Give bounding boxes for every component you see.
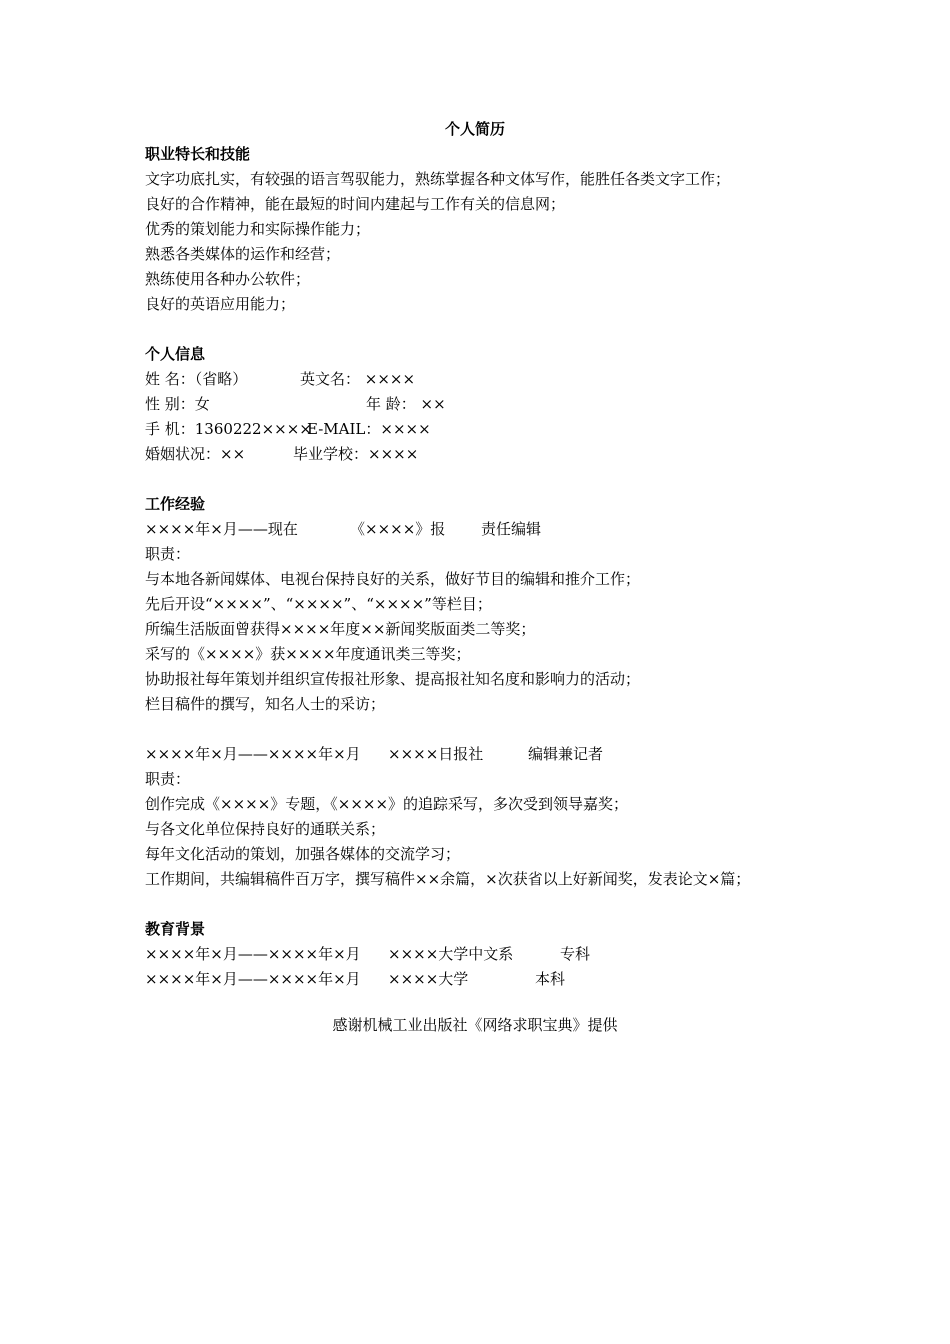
page-title: 个人简历: [444, 120, 505, 138]
education-degree: 本科: [535, 970, 566, 988]
job-org: 《××××》报: [350, 520, 446, 538]
spacer: [145, 467, 845, 492]
duty-item: 与本地各新闻媒体、电视台保持良好的关系，做好节目的编辑和推介工作；: [145, 570, 641, 588]
duty-item: 协助报社每年策划并组织宣传报社形象、提高报社知名度和影响力的活动；: [145, 670, 641, 688]
age-field: 年 龄： ××: [366, 395, 446, 413]
resume-content: [145, 142, 845, 992]
personal-row-name: [145, 367, 845, 392]
spacer: [145, 717, 845, 742]
footer-credit: 感谢机械工业出版社《网络求职宝典》提供: [332, 1016, 618, 1034]
job-role: 责任编辑: [481, 520, 542, 538]
english-name-field: 英文名： ××××: [300, 370, 416, 388]
spacer: [145, 892, 845, 917]
skill-item: 优秀的策划能力和实际操作能力；: [145, 220, 371, 238]
phone-field: 手 机：1360222××××: [145, 420, 312, 438]
education-period: ××××年×月——××××年×月: [145, 970, 361, 988]
duty-item: 先后开设“××××”、“××××”、“××××”等栏目；: [145, 595, 492, 613]
duty-item: 工作期间，共编辑稿件百万字，撰写稿件××余篇，×次获省以上好新闻奖，发表论文×篇；: [145, 870, 751, 888]
job-header: [145, 742, 845, 767]
education-row: [145, 942, 845, 967]
job-org: ××××日报社: [388, 745, 484, 763]
personal-row-gender: [145, 392, 845, 417]
skills-heading: 职业特长和技能: [145, 145, 251, 163]
duty-item: 采写的《××××》获××××年度通讯类三等奖；: [145, 645, 471, 663]
education-row: [145, 967, 845, 992]
education-period: ××××年×月——××××年×月: [145, 945, 361, 963]
education-degree: 专科: [560, 945, 591, 963]
job-header: [145, 517, 845, 542]
marital-field: 婚姻状况：××: [145, 445, 246, 463]
education-heading: 教育背景: [145, 920, 206, 938]
name-field: 姓 名：（省略）: [145, 370, 248, 388]
duty-item: 创作完成《××××》专题，《××××》的追踪采写，多次受到领导嘉奖；: [145, 795, 629, 813]
skill-item: 文字功底扎实，有较强的语言驾驭能力，熟练掌握各种文体写作，能胜任各类文字工作；: [145, 170, 731, 188]
skill-item: 熟练使用各种办公软件；: [145, 270, 311, 288]
duty-item: 每年文化活动的策划，加强各媒体的交流学习；: [145, 845, 461, 863]
duty-item: 所编生活版面曾获得××××年度××新闻奖版面类二等奖；: [145, 620, 536, 638]
spacer: [145, 317, 845, 342]
job-period: ××××年×月——现在: [145, 520, 298, 538]
skill-item: 良好的英语应用能力；: [145, 295, 296, 313]
personal-row-marital: [145, 442, 845, 467]
duties-label: 职责：: [145, 545, 191, 563]
job-period: ××××年×月——××××年×月: [145, 745, 361, 763]
skill-item: 熟悉各类媒体的运作和经营；: [145, 245, 341, 263]
job-role: 编辑兼记者: [528, 745, 604, 763]
personal-row-contact: [145, 417, 845, 442]
duties-label: 职责：: [145, 770, 191, 788]
education-school: ××××大学: [388, 970, 469, 988]
work-heading: 工作经验: [145, 495, 206, 513]
gender-field: 性 别：女: [145, 395, 210, 413]
duty-item: 与各文化单位保持良好的通联关系；: [145, 820, 386, 838]
personal-heading: 个人信息: [145, 345, 206, 363]
duty-item: 栏目稿件的撰写，知名人士的采访；: [145, 695, 386, 713]
skill-item: 良好的合作精神，能在最短的时间内建起与工作有关的信息网；: [145, 195, 566, 213]
education-school: ××××大学中文系: [388, 945, 514, 963]
school-field: 毕业学校：××××: [293, 445, 419, 463]
email-field: E-MAIL：××××: [307, 420, 431, 438]
